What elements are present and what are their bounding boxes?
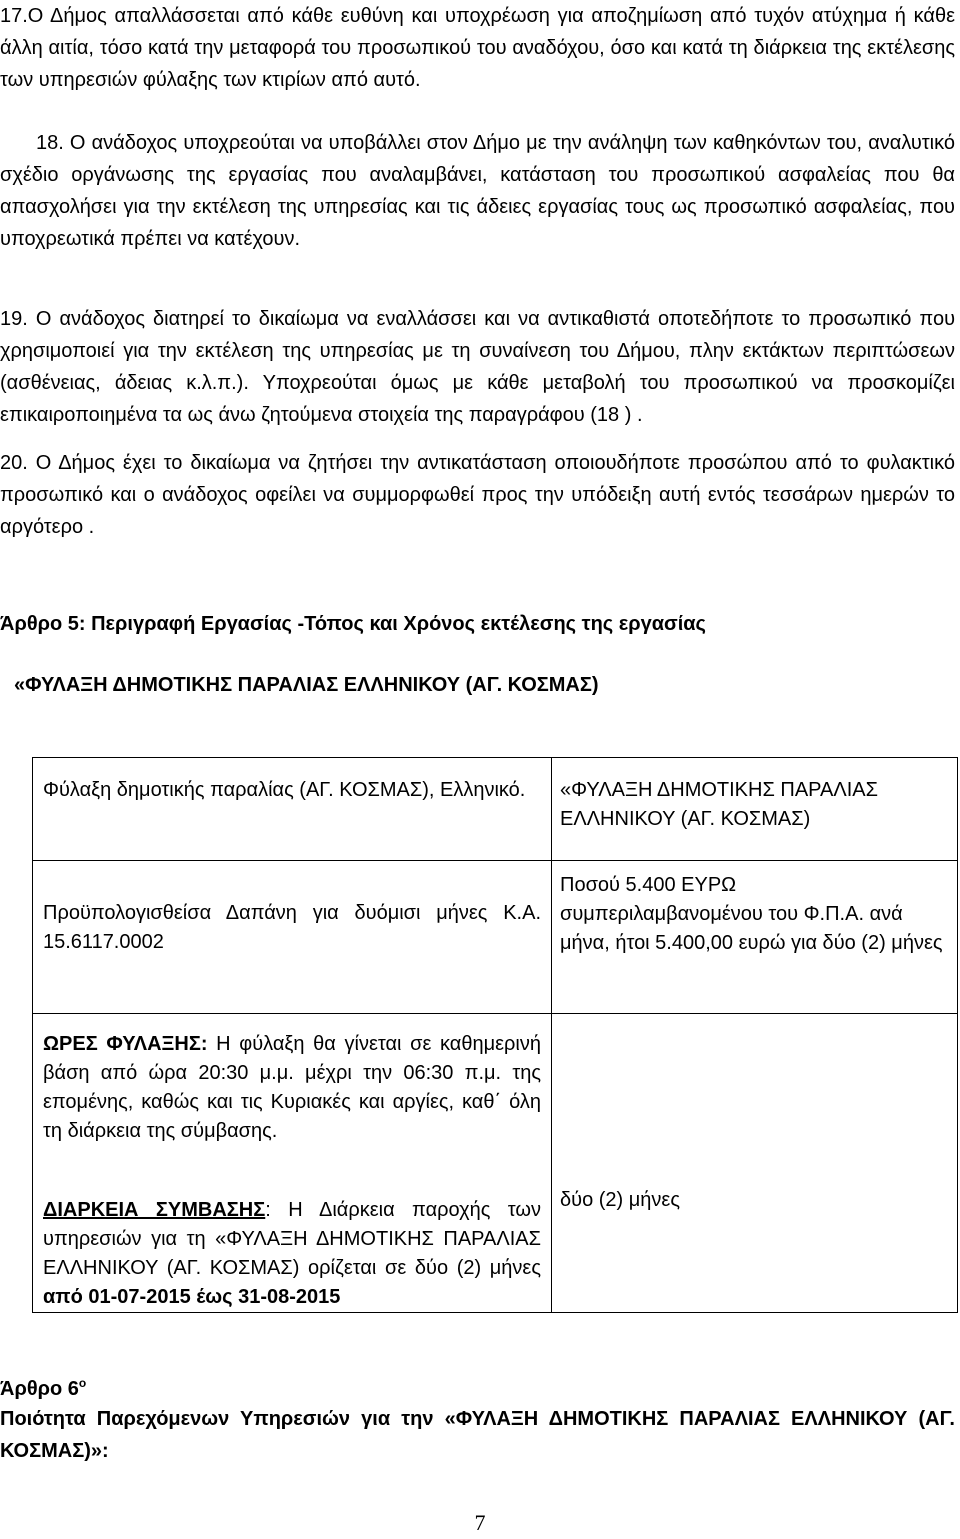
table-cell — [552, 1014, 958, 1313]
article-6-heading-text: Άρθρο 6 — [0, 1378, 79, 1400]
cell-service-location: Φύλαξη δημοτικής παραλίας (ΑΓ. ΚΟΣΜΑΣ), Ελληνικό. — [43, 779, 526, 801]
budget-details: συμπεριλαμβανομένου του Φ.Π.Α. ανά μήνα, ήτοι 5.400,00 ευρώ για δύο (2) μήνες — [560, 903, 943, 954]
article-5-subheading: «ΦΥΛΑΞΗ ΔΗΜΟΤΙΚΗΣ ΠΑΡΑΛΙΑΣ ΕΛΛΗΝΙΚΟΥ (ΑΓ. ΚΟΣΜΑΣ) — [14, 674, 599, 696]
cell-guard-hours — [33, 1014, 551, 1146]
table-cell — [552, 758, 958, 861]
guard-hours-label: ΩΡΕΣ ΦΥΛΑΞΗΣ: — [43, 1033, 208, 1055]
table-row — [33, 1014, 958, 1313]
paragraph-17: 17.Ο Δήμος απαλλάσσεται από κάθε ευθύνη και υποχρέωση για αποζημίωση από τυχόν ατύχημα ή κάθε άλλη αιτία, τόσο κατά την μεταφορά του προσωπικού του αναδόχου, όσο και κατά τη διάρκεια της εκτέλεσης των υπηρεσιών φύλαξης των κτιρίων από αυτό. — [0, 5, 955, 91]
paragraph-18: 18. Ο ανάδοχος υποχρεούται να υποβάλλει στον Δήμο με την ανάληψη των καθηκόντων του, αναλυτικό σχέδιο οργάνωσης της εργασίας που αναλαμβάνει, κατάσταση του προσωπικού ασφαλείας που θα απασχολήσει για την εκτέλεση της υπηρεσίας και τις άδειες εργασίας τους ως προσωπικό ασφαλείας, που υποχρεωτικά πρέπει να κατέχουν. — [0, 132, 955, 250]
cell-duration-value: δύο (2) μήνες — [560, 1189, 680, 1211]
cell-budget-label: Προϋπολογισθείσα Δαπάνη για δυόμισι μήνες Κ.Α. 15.6117.0002 — [43, 902, 541, 953]
cell-service-title: «ΦΥΛΑΞΗ ΔΗΜΟΤΙΚΗΣ ΠΑΡΑΛΙΑΣ ΕΛΛΗΝΙΚΟΥ (ΑΓ. ΚΟΣΜΑΣ) — [560, 779, 878, 830]
page-number: 7 — [474, 1510, 486, 1535]
cell-empty — [552, 1014, 957, 1022]
cell-budget-amount — [552, 861, 957, 958]
table-row — [33, 758, 958, 861]
article-5-heading: Άρθρο 5: Περιγραφή Εργασίας -Τόπος και Χρόνος εκτέλεσης της εργασίας — [0, 613, 706, 635]
contract-duration-label: ΔΙΑΡΚΕΙΑ ΣΥΜΒΑΣΗΣ — [43, 1199, 266, 1221]
table-cell — [33, 861, 552, 1014]
table-row — [33, 861, 958, 1014]
contract-dates: από 01-07-2015 έως 31-08-2015 — [43, 1286, 341, 1308]
article-6-heading-sup: ο — [78, 1376, 87, 1390]
budget-amount: Ποσού 5.400 ΕΥΡΩ — [560, 874, 737, 896]
paragraph-20: 20. Ο Δήμος έχει το δικαίωμα να ζητήσει την αντικατάσταση οποιουδήποτε προσώπου από το φυλακτικό προσωπικό και ο ανάδοχος οφείλει να συμμορφωθεί προς την υπόδειξη αυτή εντός τεσσάρων ημερών το αργότερο . — [0, 452, 955, 538]
table-cell — [33, 758, 552, 861]
paragraph-19: 19. Ο ανάδοχος διατηρεί το δικαίωμα να εναλλάσσει και να αντικαθιστά οποτεδήποτε το προσωπικό που χρησιμοποιεί για την εκτέλεση της υπηρεσίας με τη συναίνεση του Δήμου, πλην εκτάκτων περιπτώσεων (ασθένειας, άδειας κ.λ.π.). Υποχρεούται όμως με κάθε μεταβολή του προσωπικού να προσκομίζει επικαιροποιημένα τα ως άνω ζητούμενα στοιχεία της παραγράφου (18 ) . — [0, 308, 955, 426]
table-cell — [33, 1014, 552, 1313]
guard-hours-text: Η φύλαξη θα γίνεται σε καθημερινή βάση από ώρα 20:30 μ.μ. μέχρι την 06:30 π.μ. της επομένης, καθώς και τις Κυριακές και αργίες, καθ΄ όλη τη διάρκεια της σύμβασης. — [43, 1033, 541, 1142]
service-details-table — [32, 757, 958, 1313]
article-6-title: Ποιότητα Παρεχόμενων Υπηρεσιών για την «ΦΥΛΑΞΗ ΔΗΜΟΤΙΚΗΣ ΠΑΡΑΛΙΑΣ ΕΛΛΗΝΙΚΟΥ (ΑΓ. ΚΟΣΜΑΣ)»: — [0, 1408, 955, 1462]
contract-duration-text: : Η Διάρκεια παροχής των υπηρεσιών για τη «ΦΥΛΑΞΗ ΔΗΜΟΤΙΚΗΣ ΠΑΡΑΛΙΑΣ ΕΛΛΗΝΙΚΟΥ (ΑΓ. ΚΟΣΜΑΣ) ορίζεται σε δύο (2) μήνες — [43, 1199, 541, 1279]
article-6-heading — [0, 1373, 86, 1407]
cell-contract-duration — [33, 1146, 551, 1312]
table-cell — [552, 861, 958, 1014]
